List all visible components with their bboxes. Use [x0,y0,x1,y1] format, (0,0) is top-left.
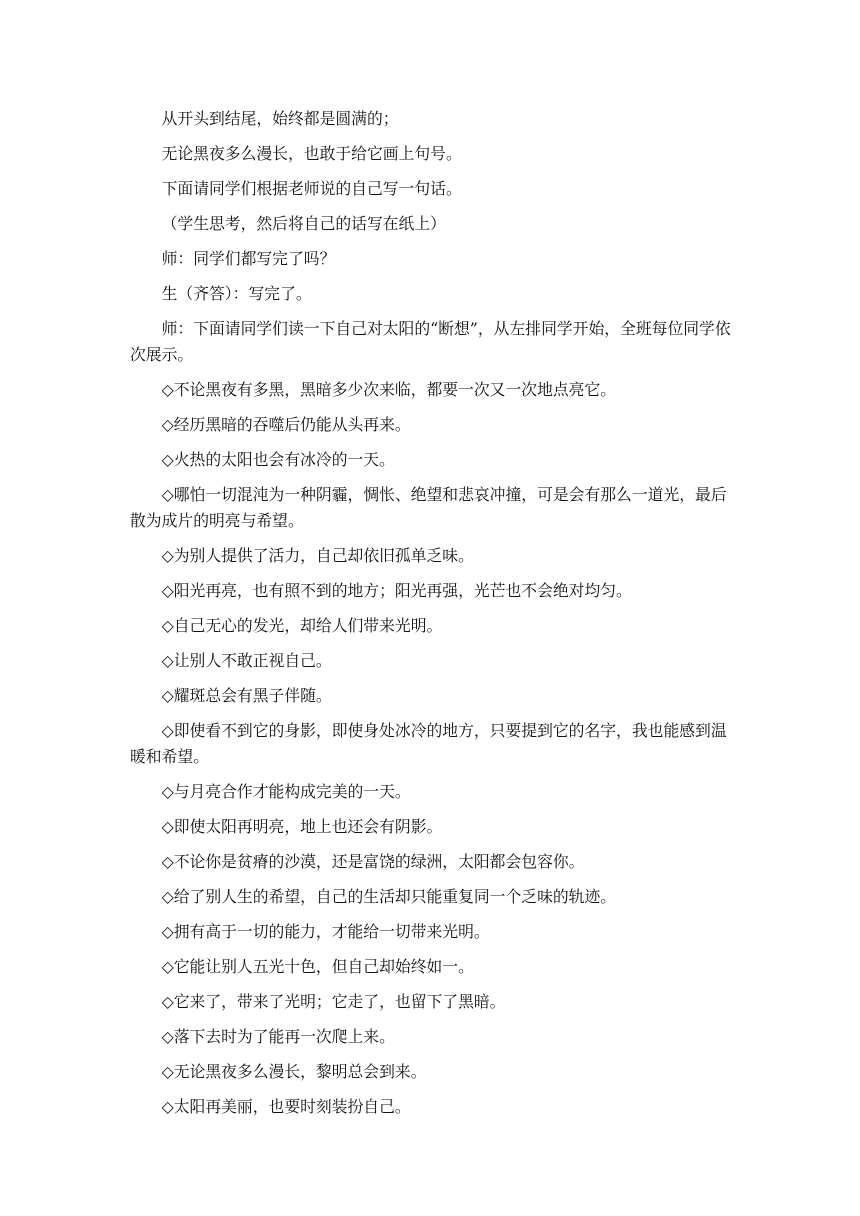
list-item: ◇落下去时为了能再一次爬上来。 [161,1027,395,1046]
list-item: ◇无论黑夜多么漫长，黎明总会到来。 [161,1062,427,1081]
list-item: ◇不论黑夜有多黑，黑暗多少次来临，都要一次又一次地点亮它。 [161,380,617,399]
list-item: ◇即使看不到它的身影，即使身处冰冷的地方，只要提到它的名字，我也能感到温暖和希望。 [130,721,727,766]
list-item: ◇拥有高于一切的能力，才能给一切带来光明。 [161,922,490,941]
paragraph: 师：下面请同学们读一下自己对太阳的“断想”，从左排同学开始，全班每位同学依次展示。 [130,319,731,364]
list-item: ◇经历黑暗的吞噬后仍能从头再来。 [161,415,411,434]
list-item: ◇让别人不敢正视自己。 [161,651,332,670]
list-item: ◇为别人提供了活力，自己却依旧孤单乏味。 [161,546,474,565]
paragraph: 无论黑夜多么漫长，也敢于给它画上句号。 [161,144,462,163]
list-item: ◇给了别人生的希望，自己的生活却只能重复同一个乏味的轨迹。 [161,887,617,906]
list-item: ◇阳光再亮，也有照不到的地方；阳光再强，光芒也不会绝对均匀。 [161,581,632,600]
list-item: ◇即使太阳再明亮，地上也还会有阴影。 [161,817,443,836]
paragraph: 生（齐答）：写完了。 [161,284,312,303]
list-item: ◇与月亮合作才能构成完美的一天。 [161,782,411,801]
list-item: ◇太阳再美丽，也要时刻装扮自己。 [161,1097,411,1116]
paragraph: 从开头到结尾，始终都是圆满的； [161,109,399,128]
list-item: ◇它能让别人五光十色，但自己却始终如一。 [161,957,474,976]
list-item: ◇火热的太阳也会有冰冷的一天。 [161,450,395,469]
paragraph: 师：同学们都写完了吗？ [161,249,336,268]
list-item: ◇不论你是贫瘠的沙漠，还是富饶的绿洲，太阳都会包容你。 [161,852,585,871]
paragraph: 下面请同学们根据老师说的自己写一句话。 [161,179,462,198]
document-body [130,106,734,1129]
list-item: ◇耀斑总会有黑子伴随。 [161,686,332,705]
list-item: ◇哪怕一切混沌为一种阴霾，惆怅、绝望和悲哀冲撞，可是会有那么一道光，最后散为成片的明亮与希望。 [130,485,727,530]
list-item: ◇自己无心的发光，却给人们带来光明。 [161,616,443,635]
paragraph: （学生思考，然后将自己的话写在纸上） [161,214,446,233]
list-item: ◇它来了，带来了光明；它走了，也留下了黑暗。 [161,992,506,1011]
